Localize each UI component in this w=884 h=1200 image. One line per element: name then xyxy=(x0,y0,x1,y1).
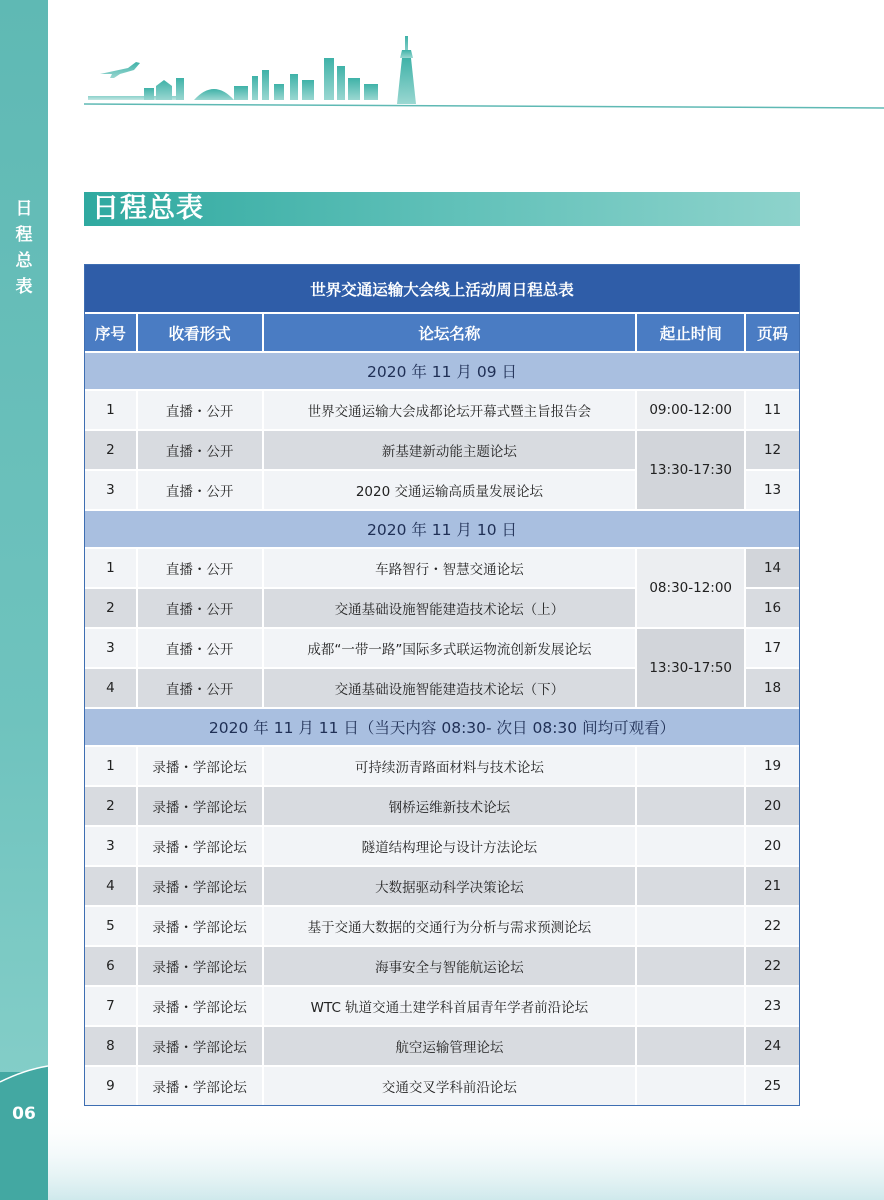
row-page: 20 xyxy=(746,825,799,865)
column-header-no: 序号 xyxy=(85,312,138,351)
table-title-row xyxy=(85,265,799,312)
side-bar-bottom-block xyxy=(0,1072,48,1200)
row-forum-name: 2020 交通运输高质量发展论坛 xyxy=(264,469,638,509)
row-page: 18 xyxy=(746,667,799,707)
row-mode: 录播・学部论坛 xyxy=(138,825,264,865)
table-row xyxy=(85,945,799,985)
header-line xyxy=(84,104,884,108)
date-row xyxy=(85,509,799,547)
row-page: 13 xyxy=(746,469,799,509)
row-page: 22 xyxy=(746,945,799,985)
row-mode: 直播・公开 xyxy=(138,587,264,627)
column-header-time: 起止时间 xyxy=(637,312,746,351)
row-time xyxy=(637,825,746,865)
row-no: 7 xyxy=(85,985,138,1025)
row-time xyxy=(637,945,746,985)
row-no: 9 xyxy=(85,1065,138,1105)
table-row xyxy=(85,985,799,1025)
row-forum-name: 航空运输管理论坛 xyxy=(264,1025,638,1065)
row-mode: 录播・学部论坛 xyxy=(138,1025,264,1065)
row-page: 17 xyxy=(746,627,799,667)
row-no: 1 xyxy=(85,547,138,587)
row-time xyxy=(637,745,746,785)
row-forum-name: 新基建新动能主题论坛 xyxy=(264,429,638,469)
row-no: 5 xyxy=(85,905,138,945)
row-mode: 直播・公开 xyxy=(138,469,264,509)
table-row xyxy=(85,745,799,785)
row-page: 12 xyxy=(746,429,799,469)
row-forum-name: 可持续沥青路面材料与技术论坛 xyxy=(264,745,638,785)
row-no: 3 xyxy=(85,469,138,509)
row-forum-name: 交通交叉学科前沿论坛 xyxy=(264,1065,638,1105)
row-page: 22 xyxy=(746,905,799,945)
row-mode: 直播・公开 xyxy=(138,429,264,469)
row-page: 11 xyxy=(746,389,799,429)
row-mode: 录播・学部论坛 xyxy=(138,1065,264,1105)
date-row xyxy=(85,351,799,389)
row-no: 6 xyxy=(85,945,138,985)
date-label: 2020 年 11 月 11 日（当天内容 08:30- 次日 08:30 间均可观看） xyxy=(85,707,799,745)
row-mode: 直播・公开 xyxy=(138,547,264,587)
row-page: 25 xyxy=(746,1065,799,1105)
row-no: 4 xyxy=(85,865,138,905)
row-no: 2 xyxy=(85,785,138,825)
row-mode: 录播・学部论坛 xyxy=(138,945,264,985)
row-time: 13:30-17:30 xyxy=(637,429,746,509)
table-row xyxy=(85,1025,799,1065)
side-bar-curve xyxy=(0,1060,48,1090)
table-row xyxy=(85,905,799,945)
row-forum-name: 成都“一带一路”国际多式联运物流创新发展论坛 xyxy=(264,627,638,667)
side-bar xyxy=(0,0,48,1200)
table-row xyxy=(85,1065,799,1105)
row-page: 19 xyxy=(746,745,799,785)
row-time xyxy=(637,905,746,945)
row-forum-name: 钢桥运维新技术论坛 xyxy=(264,785,638,825)
row-time xyxy=(637,985,746,1025)
row-time: 09:00-12:00 xyxy=(637,389,746,429)
table-title: 世界交通运输大会线上活动周日程总表 xyxy=(85,265,799,312)
side-title-char: 总 xyxy=(15,251,33,271)
column-header-page: 页码 xyxy=(746,312,799,351)
row-mode: 直播・公开 xyxy=(138,667,264,707)
column-header-mode: 收看形式 xyxy=(138,312,264,351)
table-row xyxy=(85,389,799,429)
table-row xyxy=(85,429,799,469)
row-page: 20 xyxy=(746,785,799,825)
row-time xyxy=(637,1065,746,1105)
table-row xyxy=(85,825,799,865)
row-page: 16 xyxy=(746,587,799,627)
side-title-char: 表 xyxy=(15,277,33,297)
row-no: 3 xyxy=(85,627,138,667)
row-no: 1 xyxy=(85,389,138,429)
side-title-char: 日 xyxy=(15,199,33,219)
section-heading-bar xyxy=(84,192,800,226)
row-no: 3 xyxy=(85,825,138,865)
table-row xyxy=(85,627,799,667)
row-time xyxy=(637,1025,746,1065)
skyline-buildings xyxy=(88,36,416,104)
row-no: 1 xyxy=(85,745,138,785)
row-page: 14 xyxy=(746,547,799,587)
page-number: 06 xyxy=(12,1104,36,1124)
row-no: 2 xyxy=(85,429,138,469)
table-row xyxy=(85,785,799,825)
row-page: 24 xyxy=(746,1025,799,1065)
row-time xyxy=(637,785,746,825)
row-forum-name: 交通基础设施智能建造技术论坛（下） xyxy=(264,667,638,707)
row-time: 13:30-17:50 xyxy=(637,627,746,707)
row-mode: 录播・学部论坛 xyxy=(138,785,264,825)
row-forum-name: 交通基础设施智能建造技术论坛（上） xyxy=(264,587,638,627)
row-mode: 录播・学部论坛 xyxy=(138,905,264,945)
schedule-table xyxy=(84,264,800,1106)
row-no: 8 xyxy=(85,1025,138,1065)
row-no: 2 xyxy=(85,587,138,627)
row-forum-name: 世界交通运输大会成都论坛开幕式暨主旨报告会 xyxy=(264,389,638,429)
airplane-icon xyxy=(100,62,140,78)
row-forum-name: 基于交通大数据的交通行为分析与需求预测论坛 xyxy=(264,905,638,945)
row-forum-name: 隧道结构理论与设计方法论坛 xyxy=(264,825,638,865)
table-header-row xyxy=(85,312,799,351)
row-forum-name: 海事安全与智能航运论坛 xyxy=(264,945,638,985)
date-label: 2020 年 11 月 09 日 xyxy=(85,351,799,389)
row-mode: 直播・公开 xyxy=(138,627,264,667)
table-row xyxy=(85,547,799,587)
side-title-char: 程 xyxy=(15,225,33,245)
row-time xyxy=(637,865,746,905)
row-mode: 直播・公开 xyxy=(138,389,264,429)
row-page: 23 xyxy=(746,985,799,1025)
row-forum-name: 大数据驱动科学决策论坛 xyxy=(264,865,638,905)
city-skyline-illustration xyxy=(84,28,884,110)
table-row xyxy=(85,865,799,905)
date-label: 2020 年 11 月 10 日 xyxy=(85,509,799,547)
row-forum-name: 车路智行・智慧交通论坛 xyxy=(264,547,638,587)
date-row xyxy=(85,707,799,745)
row-mode: 录播・学部论坛 xyxy=(138,985,264,1025)
row-no: 4 xyxy=(85,667,138,707)
row-forum-name: WTC 轨道交通土建学科首届青年学者前沿论坛 xyxy=(264,985,638,1025)
row-time: 08:30-12:00 xyxy=(637,547,746,627)
row-page: 21 xyxy=(746,865,799,905)
side-title xyxy=(0,196,48,300)
column-header-forum-name: 论坛名称 xyxy=(264,312,638,351)
section-heading: 日程总表 xyxy=(92,193,204,224)
row-mode: 录播・学部论坛 xyxy=(138,745,264,785)
row-mode: 录播・学部论坛 xyxy=(138,865,264,905)
